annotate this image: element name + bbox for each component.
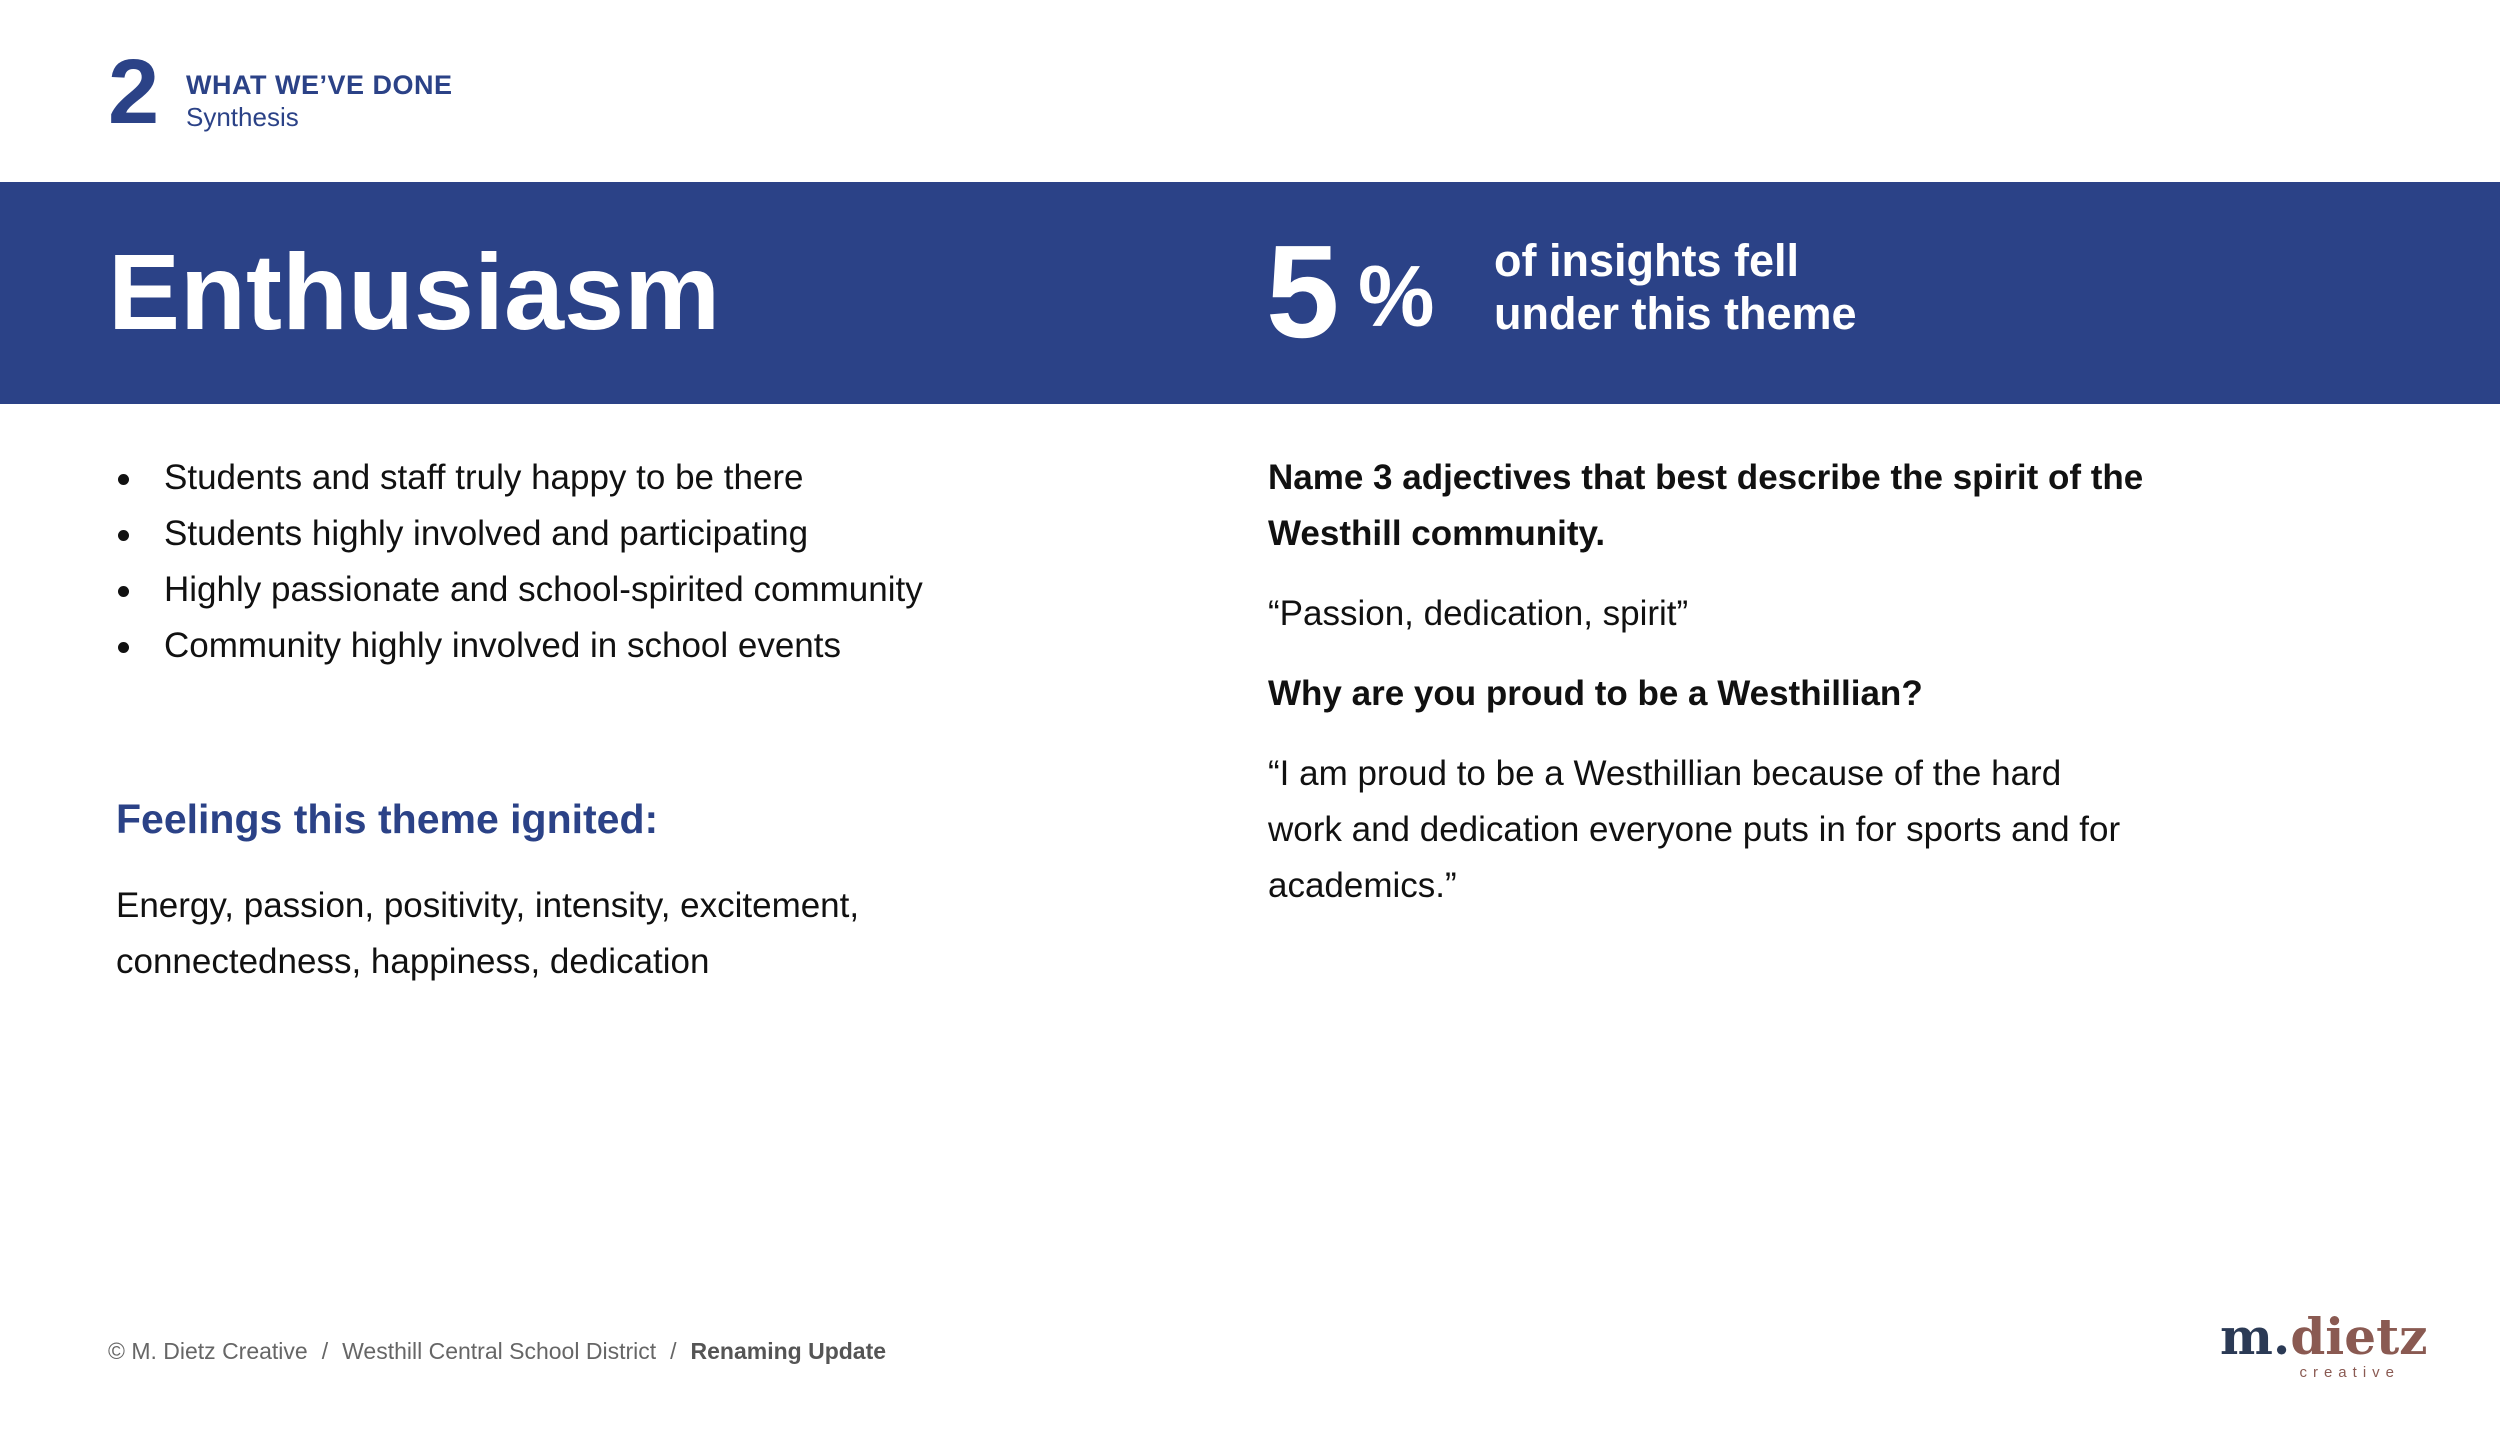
footer-client: Westhill Central School District: [342, 1338, 657, 1364]
qa-answer-line: academics.”: [1268, 866, 1457, 905]
qa-answer-line: “I am proud to be a Westhillian because of the hard: [1268, 754, 2062, 793]
stat-caption-line: of insights fell: [1494, 235, 1800, 286]
section-title: WHAT WE’VE DONE: [186, 70, 453, 100]
qa-question-line: Name 3 adjectives that best describe the spirit of the: [1268, 458, 2144, 497]
logo-subtitle: creative: [2299, 1364, 2400, 1381]
feelings-line: Energy, passion, positivity, intensity, excitement,: [116, 886, 860, 925]
mdietz-logo: [2220, 1307, 2428, 1382]
finding-item: Students and staff truly happy to be there: [108, 450, 1208, 506]
finding-item: Students highly involved and participating: [108, 506, 1208, 562]
feelings-line: connectedness, happiness, dedication: [116, 942, 710, 981]
finding-item: Highly passionate and school-spirited community: [108, 562, 1208, 618]
footer-copyright: © M. Dietz Creative: [108, 1338, 308, 1364]
footer-separator: /: [670, 1338, 677, 1364]
feelings-heading: Feelings this theme ignited:: [116, 796, 659, 842]
findings-list: [108, 450, 1208, 674]
qa-answer: “Passion, dedication, spirit”: [1268, 594, 1689, 633]
footer-project: Renaming Update: [690, 1338, 887, 1364]
qa-answer: [1268, 746, 2228, 914]
theme-title: Enthusiasm: [108, 231, 721, 352]
qa-block: [1268, 450, 2228, 938]
stat-caption: [1494, 234, 2014, 340]
section-number: 2: [108, 41, 160, 143]
feelings-text: [116, 878, 1116, 990]
stat-unit: %: [1358, 249, 1435, 345]
section-subtitle: Synthesis: [186, 102, 299, 132]
footer-separator: /: [321, 1338, 329, 1364]
qa-question: [1268, 450, 2228, 562]
qa-answer-line: work and dedication everyone puts in for sports and for: [1268, 810, 2121, 849]
stat-value: 5: [1266, 218, 1340, 365]
logo-wordmark: [2220, 1307, 2428, 1366]
footer: [108, 1338, 886, 1365]
logo-mark: m.: [2220, 1307, 2291, 1366]
logo-word: dietz: [2290, 1307, 2428, 1366]
qa-question: Why are you proud to be a Westhillian?: [1268, 674, 1923, 713]
stat-caption-line: under this theme: [1494, 288, 1857, 339]
finding-item: Community highly involved in school events: [108, 618, 1208, 674]
theme-banner: [0, 182, 2500, 404]
qa-question-line: Westhill community.: [1268, 514, 1606, 553]
